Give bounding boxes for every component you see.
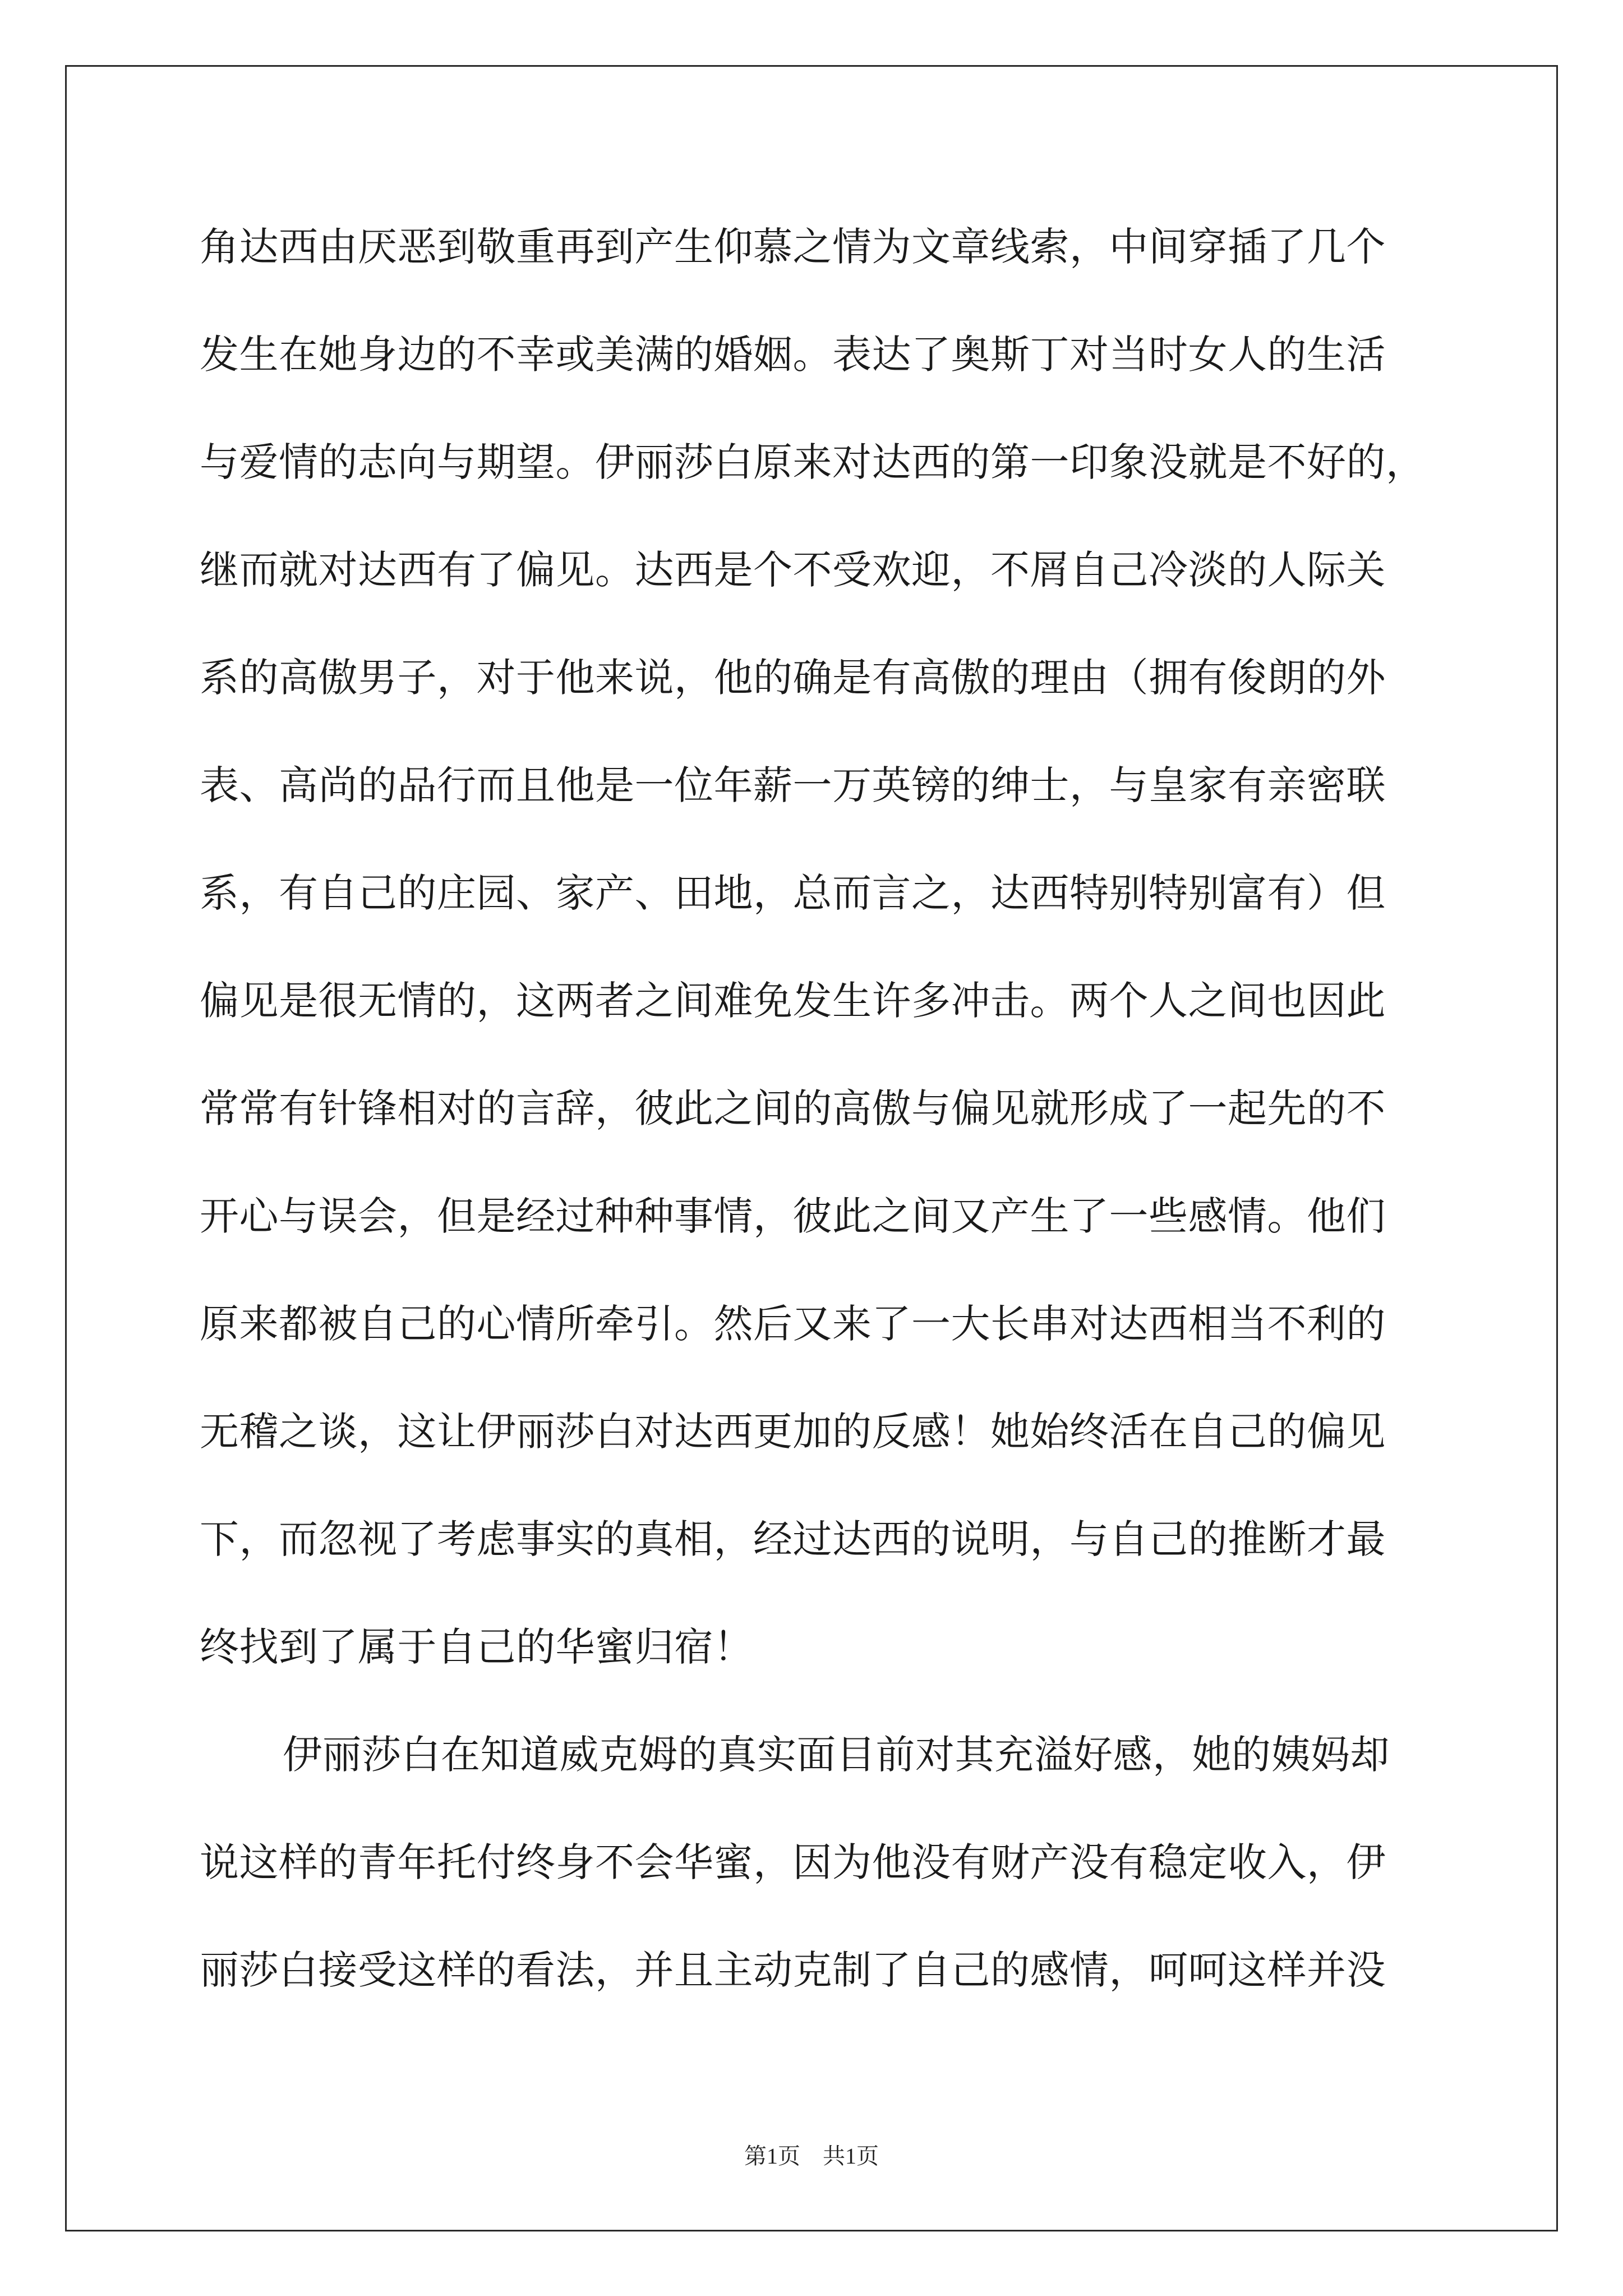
text-line: 系的高傲男子，对于他来说，他的确是有高傲的理由（拥有俊朗的外 [200,655,1386,701]
text-line: 角达西由厌恶到敬重再到产生仰慕之情为文章线索，中间穿插了几个 [200,224,1386,270]
text-line: 常常有针锋相对的言辞，彼此之间的高傲与偏见就形成了一起先的不 [200,1085,1386,1131]
page-number-footer: 第1页 共1页 [744,2143,879,2169]
text-line: 终找到了属于自己的华蜜归宿！ [200,1624,753,1670]
text-line: 无稽之谈，这让伊丽莎白对达西更加的反感！她始终活在自己的偏见 [200,1409,1386,1455]
text-line: 偏见是很无情的，这两者之间难免发生许多冲击。两个人之间也因此 [200,978,1386,1024]
text-line: 与爱情的志向与期望。伊丽莎白原来对达西的第一印象没就是不好的， [200,439,1426,485]
document-body [200,213,1426,2044]
text-line: 原来都被自己的心情所牵引。然后又来了一大长串对达西相当不利的 [200,1301,1386,1347]
text-line: 继而就对达西有了偏见。达西是个不受欢迎，不屑自己冷淡的人际关 [200,547,1386,593]
text-line: 表、高尚的品行而且他是一位年薪一万英镑的绅士，与皇家有亲密联 [200,762,1386,808]
text-line: 说这样的青年托付终身不会华蜜，因为他没有财产没有稳定收入，伊 [200,1839,1386,1885]
text-line: 发生在她身边的不幸或美满的婚姻。表达了奥斯丁对当时女人的生活 [200,332,1386,378]
paragraph-start-line: 伊丽莎白在知道威克姆的真实面目前对其充溢好感，她的姨妈却 [283,1732,1390,1778]
text-line: 开心与误会，但是经过种种事情，彼此之间又产生了一些感情。他们 [200,1193,1386,1239]
text-line: 系，有自己的庄园、家产、田地，总而言之，达西特别特别富有）但 [200,870,1386,916]
text-line: 丽莎白接受这样的看法，并且主动克制了自己的感情，呵呵这样并没 [200,1947,1386,1993]
text-line: 下，而忽视了考虑事实的真相，经过达西的说明，与自己的推断才最 [200,1516,1386,1562]
